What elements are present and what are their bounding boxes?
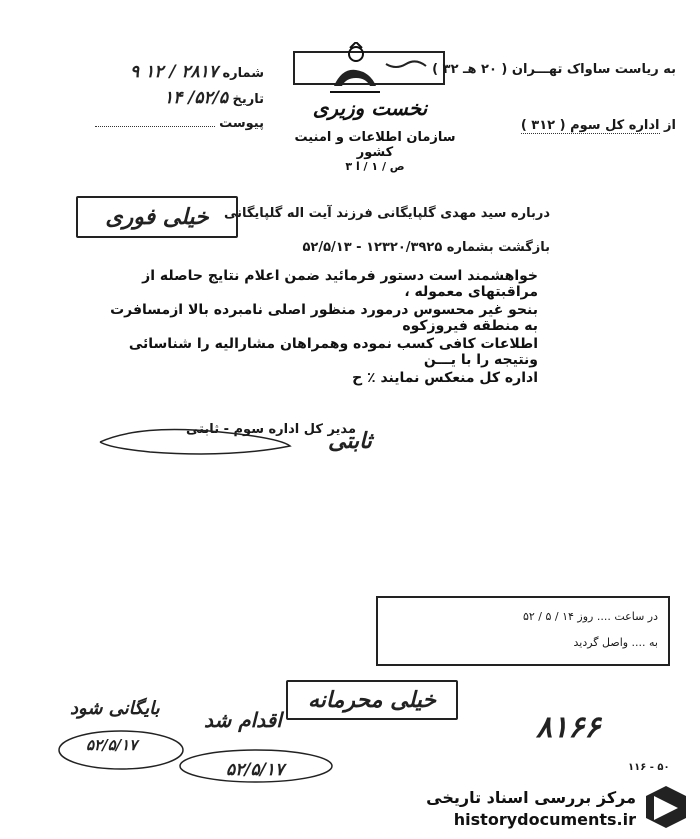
- subject-line: [220, 206, 550, 221]
- signature-title: مدیر کل اداره سوم - ثابتی: [185, 422, 356, 437]
- watermark-title: مرکز بررسی اسناد تاریخی: [426, 788, 636, 807]
- body-line-2: بنحو غیر محسوس درمورد منظور اصلی نامبرده بالا ازمسافرت به منطقه فیروزکوه: [110, 302, 538, 334]
- secret-stamp-text: خیلی محرمانه: [307, 687, 437, 713]
- archive-note: بایگانی شود: [70, 698, 160, 719]
- body-line-1: خواهشمند است دستور فرمائید ضمن اعلام نتایج حاصله از مراقبتهای معموله ،: [142, 268, 538, 300]
- organization-title: سازمان اطلاعات و امنیت کشور: [294, 130, 456, 160]
- body-line-3: اطلاعات کافی کسب نموده وهمراهان مشارالیه را شناسائی ونتیجه را با یـــن: [128, 336, 538, 368]
- page-code: ۱۱۶ - ۵۰: [628, 762, 670, 773]
- number-value: ۲۸۱۷ / ۱۲ ۹: [130, 62, 218, 82]
- urgent-stamp-text: خیلی فوری: [105, 204, 209, 230]
- addressee-value: ریاست ساواک تهـــران ( ۲۰ هـ ۳۲ ): [432, 62, 659, 77]
- subject-value: سید مهدی گلپایگانی فرزند آیت اله گلپایگانی: [223, 206, 507, 221]
- archive-logo-icon: [642, 784, 690, 830]
- office-code: ص / ۱ / ا ۳: [345, 160, 405, 173]
- lion-sun-emblem-icon: [290, 42, 450, 102]
- signature-mark: ثابتی: [328, 428, 372, 454]
- action-date: ۵۲/۵/۱۷: [226, 760, 285, 780]
- number-label: شماره: [222, 66, 264, 81]
- ministry-title: نخست وزیری: [312, 96, 428, 120]
- addressee-line: [432, 62, 676, 77]
- attachment-line: [74, 116, 264, 131]
- number-line: [74, 62, 264, 82]
- addressee-label: به: [663, 62, 676, 77]
- attachment-label: پیوست: [219, 116, 264, 131]
- sender-label: از: [664, 118, 676, 133]
- signature-scribble-icon: [96, 420, 296, 460]
- urgent-stamp: [76, 196, 238, 238]
- watermark-footer: [396, 768, 696, 834]
- reference-line: بازگشت بشماره ۱۲۳۲۰/۳۹۲۵ - ۵۲/۵/۱۳: [302, 240, 550, 255]
- archive-date: ۵۲/۵/۱۷: [86, 736, 138, 754]
- watermark-url: historydocuments.ir: [453, 810, 636, 829]
- date-value: ۵۲/۵/ ۱۴: [163, 88, 228, 108]
- handwritten-number: ۸۱۶۶: [536, 710, 601, 745]
- sender-value: اداره کل سوم ( ۳۱۲ ): [520, 118, 660, 133]
- secret-stamp: [286, 680, 458, 720]
- date-line: [74, 88, 264, 108]
- sender-line: [446, 118, 676, 133]
- header-emblem-stamp: [290, 42, 450, 102]
- subject-label: درباره: [510, 206, 550, 221]
- receipt-line-2: به .... واصل گردید: [573, 636, 658, 649]
- body-line-4: اداره کل منعکس نمایند ٪ ح: [352, 370, 538, 386]
- date-label: تاریخ: [232, 92, 264, 107]
- action-note: اقدام شد: [204, 708, 282, 732]
- receipt-line-1: در ساعت .... روز ۱۴ / ۵ / ۵۲: [522, 610, 658, 623]
- receipt-stamp: [376, 596, 670, 666]
